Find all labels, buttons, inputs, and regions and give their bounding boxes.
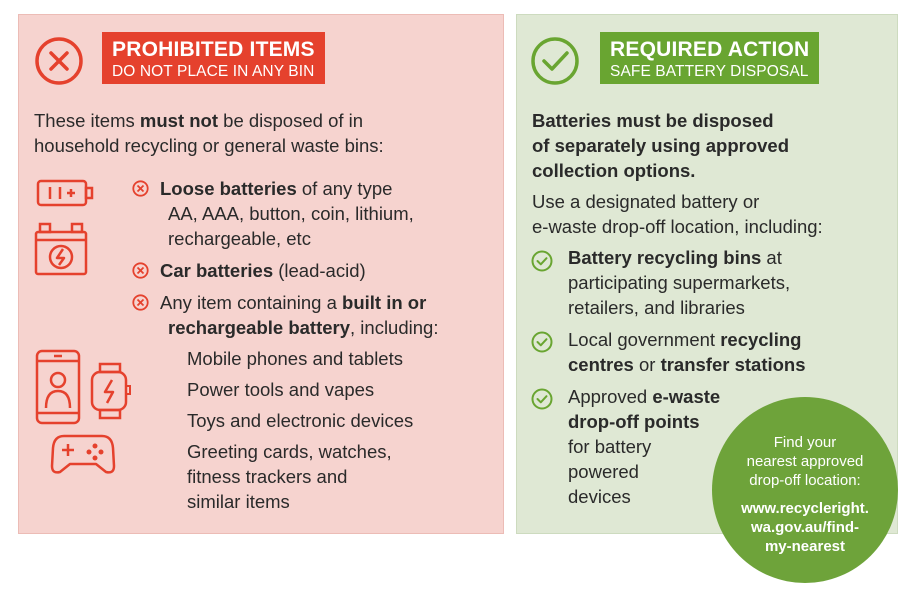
check-bullet-icon xyxy=(531,388,553,410)
recycleright-link[interactable]: www.recycleright. wa.gov.au/find- my-nearest xyxy=(741,500,869,555)
required-subtitle: SAFE BATTERY DISPOSAL xyxy=(610,63,809,80)
gamepad-icon xyxy=(50,432,116,476)
required-lead: Batteries must be disposed of separately using approved collection options. xyxy=(532,110,790,181)
check-bullet-icon xyxy=(531,250,553,272)
sub-item-cards: Greeting cards, watches, fitness trackers and similar items xyxy=(187,441,392,512)
x-bullet-icon xyxy=(132,180,149,197)
x-bullet-icon xyxy=(132,294,149,311)
phone-icon xyxy=(34,348,84,426)
required-title: REQUIRED ACTION xyxy=(610,38,810,61)
sub-item-toys: Toys and electronic devices xyxy=(187,410,414,431)
option-local-government: Local government recycling centres or transfer stations xyxy=(568,329,806,375)
find-location-bubble: Find your nearest approved drop-off location: www.recycleright. wa.gov.au/find- my-nearest xyxy=(712,397,898,583)
circle-check-icon xyxy=(530,36,580,86)
required-use: Use a designated battery or e-waste drop-off location, including: xyxy=(532,191,823,237)
list-item-loose-batteries: Loose batteries of any type AA, AAA, button, coin, lithium, rechargeable, etc xyxy=(160,178,414,249)
list-item-car-batteries: Car batteries (lead-acid) xyxy=(160,260,366,281)
check-bullet-icon xyxy=(531,331,553,353)
x-bullet-icon xyxy=(132,262,149,279)
circle-x-icon xyxy=(34,36,84,86)
option-ewaste-points: Approved e-waste drop-off points for battery powered devices xyxy=(568,386,721,507)
list-item-built-in-battery: Any item containing a built in or rechargeable battery, including: xyxy=(160,292,439,338)
sub-item-phones: Mobile phones and tablets xyxy=(187,348,403,369)
prohibited-badge xyxy=(102,32,325,84)
sub-item-tools: Power tools and vapes xyxy=(187,379,375,400)
car-battery-icon xyxy=(34,222,90,278)
prohibited-subtitle: DO NOT PLACE IN ANY BIN xyxy=(112,63,315,80)
required-badge xyxy=(600,32,819,84)
option-recycling-bins: Battery recycling bins at participating supermarkets, retailers, and libraries xyxy=(568,247,791,318)
battery-icon xyxy=(36,178,96,208)
smartwatch-icon xyxy=(88,362,132,420)
prohibited-title: PROHIBITED ITEMS xyxy=(112,38,315,61)
prohibited-intro: These items must not be disposed of in household recycling or general waste bins: xyxy=(34,110,384,156)
